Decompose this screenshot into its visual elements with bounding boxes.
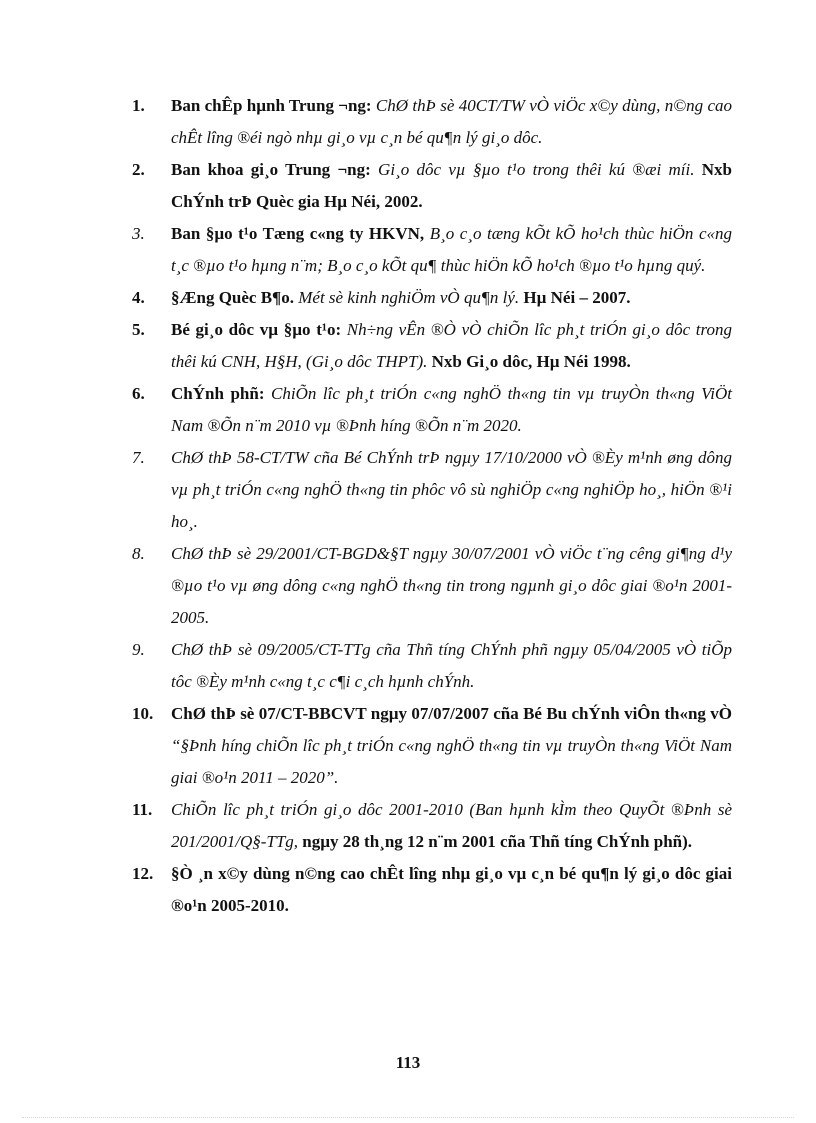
reference-text [171, 154, 732, 218]
reference-text-segment: ChÝnh phñ: [171, 384, 272, 403]
reference-number: 8. [132, 544, 145, 563]
reference-text [171, 218, 732, 282]
reference-text [171, 858, 732, 922]
reference-text [171, 634, 732, 698]
reference-text-segment: “§Þnh híng chiÕn lîc ph¸t triÓn c«ng nghÖ th«ng tin vµ truyÒn th«ng ViÖt Nam giai ®o¹n 2011 – 2020”. [171, 736, 732, 787]
reference-number: 1. [132, 96, 145, 115]
reference-text-segment: ChiÕn lîc ph¸t triÓn c«ng nghÖ th«ng tin vµ truyÒn th«ng ViÖt Nam ®Õn n¨m 2010 vµ ®Þnh híng ®Õn n¨m 2020. [171, 384, 732, 435]
reference-number: 3. [132, 224, 145, 243]
reference-text-segment: ChØ thÞ sè 07/CT-BBCVT ngµy 07/07/2007 cña Bé Bu chÝnh viÔn th«ng vÒ [171, 704, 732, 723]
reference-item [132, 858, 732, 922]
reference-number: 12. [132, 864, 154, 883]
reference-text-segment: ChØ thÞ sè 40CT/TW vÒ viÖc x©y dùng, n©ng cao chÊt lîng ®éi ngò nhµ gi¸o vµ c¸n bé qu¶n lý gi¸o dôc. [171, 96, 732, 147]
reference-item [132, 314, 732, 378]
reference-text-segment: Ban §µo t¹o Tæng c«ng ty HKVN, [171, 224, 430, 243]
reference-text-segment: Nxb ChÝnh trÞ Quèc gia Hµ Néi, 2002. [171, 160, 732, 211]
reference-text-segment: Gi¸o dôc vµ §µo t¹o trong thêi kú ®æi míi. [378, 160, 702, 179]
reference-item [132, 378, 732, 442]
reference-text-segment: ChØ thÞ sè 29/2001/CT-BGD&§T ngµy 30/07/2001 vÒ viÖc t¨ng cêng gi¶ng d¹y ®µo t¹o vµ øng dông c«ng nghÖ th«ng tin trong ngµnh gi¸o dôc giai ®o¹n 2001-2005. [171, 544, 732, 627]
reference-text-segment: ChiÕn lîc ph¸t triÓn gi¸o dôc 2001-2010 (Ban hµnh kÌm theo QuyÕt ®Þnh sè 201/2001/Q§-TTg, [171, 800, 732, 851]
page-number: 113 [395, 1053, 421, 1072]
reference-text [171, 282, 732, 314]
reference-text-segment: Nxb Gi¸o dôc, Hµ Néi 1998. [431, 352, 631, 371]
reference-text [171, 378, 732, 442]
reference-text [171, 794, 732, 858]
reference-text [171, 90, 732, 154]
reference-item [132, 634, 732, 698]
reference-text [171, 442, 732, 538]
reference-text-segment: B¸o c¸o tæng kÕt kÕ ho¹ch thùc hiÖn c«ng t¸c ®µo t¹o hµng n¨m; B¸o c¸o kÕt qu¶ thùc hiÖn kÕ ho¹ch ®µo t¹o hµng quý. [171, 224, 733, 275]
reference-text-segment: Nh÷ng vÊn ®Ò vÒ chiÕn lîc ph¸t triÓn gi¸o dôc trong thêi kú CNH, H§H, (Gi¸o dôc THPT). [171, 320, 732, 371]
reference-text [171, 698, 732, 794]
reference-text [171, 314, 732, 378]
reference-text [171, 538, 732, 634]
reference-item [132, 538, 732, 634]
reference-list [132, 90, 732, 922]
reference-text-segment: Bé gi¸o dôc vµ §µo t¹o: [171, 320, 347, 339]
reference-item [132, 698, 732, 794]
reference-text-segment: Hµ Néi – 2007. [523, 288, 631, 307]
reference-item [132, 218, 732, 282]
reference-text-segment: ngµy 28 th¸ng 12 n¨m 2001 cña Thñ tíng ChÝnh phñ). [302, 832, 693, 851]
reference-text-segment: Mét sè kinh nghiÖm vÒ qu¶n lý. [298, 288, 524, 307]
reference-item [132, 154, 732, 218]
reference-text-segment: ChØ thÞ sè 09/2005/CT-TTg cña Thñ tíng ChÝnh phñ ngµy 05/04/2005 vÒ tiÕp tôc ®Èy m¹nh c«ng t¸c c¶i c¸ch hµnh chÝnh. [171, 640, 732, 691]
reference-text-segment: §Æng Quèc B¶o. [171, 288, 299, 307]
reference-number: 5. [132, 320, 145, 339]
reference-number: 7. [132, 448, 145, 467]
reference-item [132, 442, 732, 538]
reference-number: 6. [132, 384, 145, 403]
reference-text-segment: ChØ thÞ 58-CT/TW cña Bé ChÝnh trÞ ngµy 17/10/2000 vÒ ®Èy m¹nh øng dông vµ ph¸t triÓn c«ng nghÖ th«ng tin phôc vô sù nghiÖp c«ng nghiÖp ho¸, hiÖn ®¹i ho¸. [171, 448, 732, 531]
reference-text-segment: §Ò ¸n x©y dùng n©ng cao chÊt lîng nhµ gi¸o vµ c¸n bé qu¶n lý gi¸o dôc giai ®o¹n 2005-2010. [171, 864, 732, 915]
reference-number: 4. [132, 288, 145, 307]
reference-number: 10. [132, 704, 154, 723]
reference-text-segment: Ban chÊp hµnh Trung ¬ng: [171, 96, 376, 115]
reference-number: 2. [132, 160, 145, 179]
reference-number: 11. [132, 800, 153, 819]
reference-text-segment: Ban khoa gi¸o Trung ¬ng: [171, 160, 379, 179]
reference-number: 9. [132, 640, 145, 659]
reference-item [132, 282, 732, 314]
reference-item [132, 90, 732, 154]
page-bottom-divider [22, 1117, 794, 1118]
reference-item [132, 794, 732, 858]
